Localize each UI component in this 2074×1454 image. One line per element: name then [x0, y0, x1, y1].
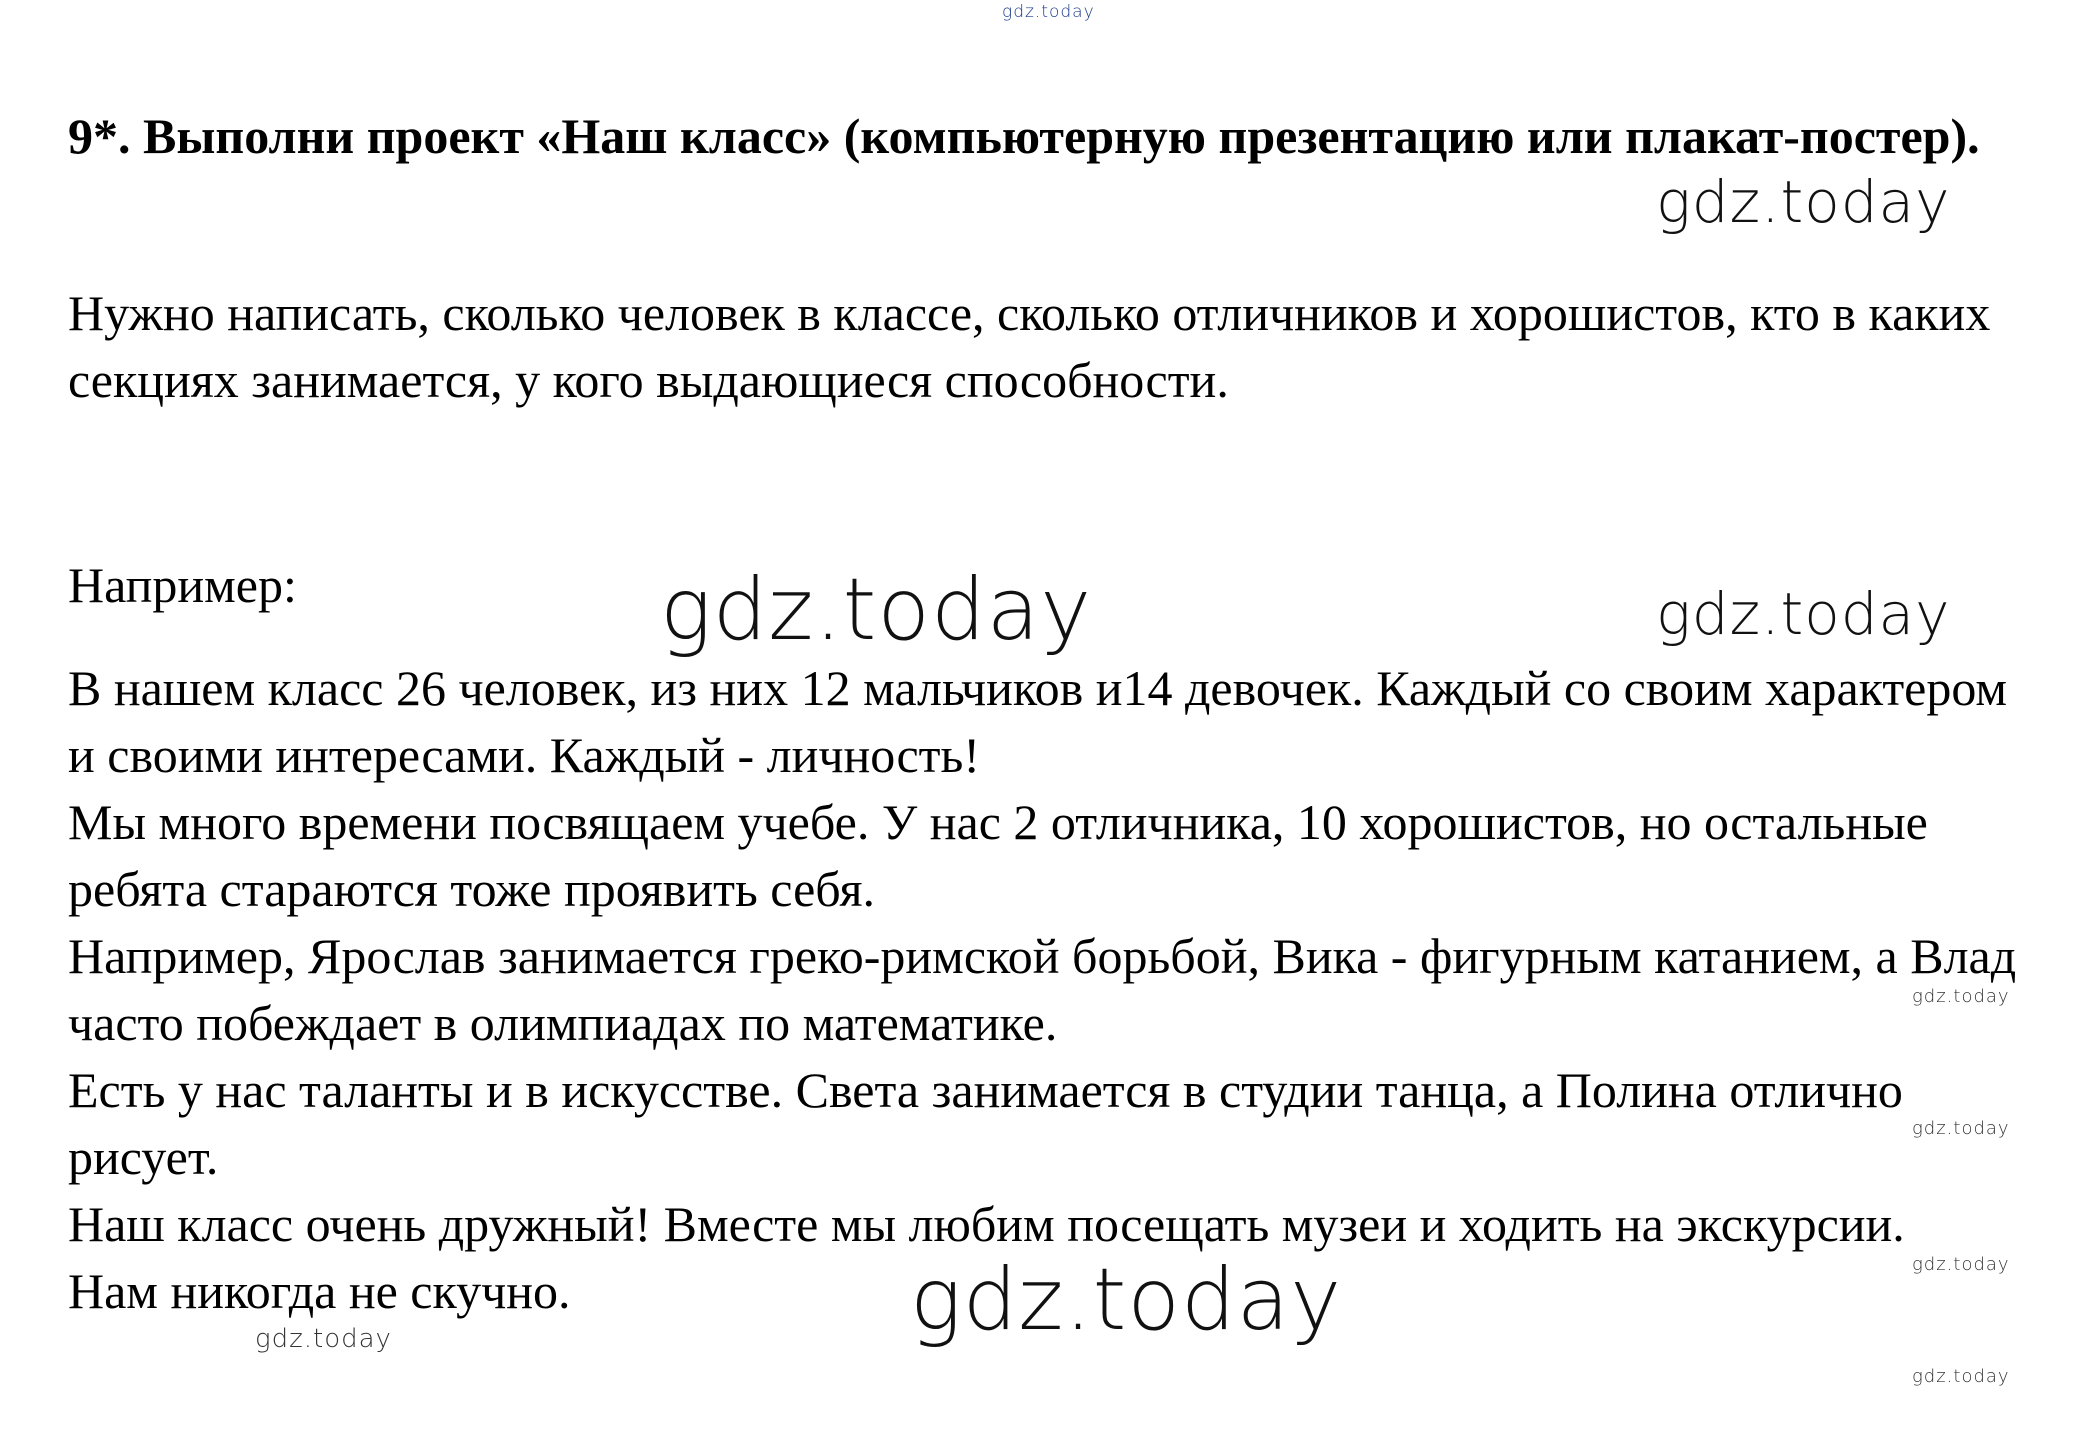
watermark: gdz.today	[660, 560, 1093, 660]
watermark: gdz.today	[1912, 1118, 2010, 1139]
watermark: gdz.today	[255, 1324, 392, 1354]
paragraph: Нам никогда не скучно.	[68, 1263, 571, 1319]
intro-text: Нужно написать, сколько человек в классе, сколько отличников и хорошистов, кто в каких секциях занимается, у кого выдающиеся способности.	[68, 285, 1991, 408]
task-heading: 9*. Выполни проект «Наш класс» (компьютерную презентацию или плакат-постер).	[68, 108, 1980, 164]
paragraph: Есть у нас таланты и в искусстве. Света занимается в студии танца, а Полина отлично рисует.	[68, 1062, 1903, 1185]
paragraph: Например, Ярослав занимается греко-римской борьбой, Вика - фигурным катанием, а Влад часто побеждает в олимпиадах по математике.	[68, 928, 2017, 1051]
watermark: gdz.today	[1656, 580, 1951, 648]
watermark: gdz.today	[1912, 1366, 2010, 1387]
watermark: gdz.today	[1912, 986, 2010, 1007]
task-intro	[68, 280, 2028, 414]
example-body	[68, 655, 2028, 1325]
watermark: gdz.today	[1002, 2, 1095, 22]
paragraph: Наш класс очень дружный! Вместе мы любим посещать музеи и ходить на экскурсии.	[68, 1196, 1905, 1252]
watermark: gdz.today	[1912, 1254, 2010, 1275]
example-label-text: Например:	[68, 557, 297, 613]
paragraph: Мы много времени посвящаем учебе. У нас 2 отличника, 10 хорошистов, но остальные ребята стараются тоже проявить себя.	[68, 794, 1928, 917]
watermark: gdz.today	[910, 1250, 1343, 1350]
paragraph: В нашем класс 26 человек, из них 12 мальчиков и14 девочек. Каждый со своим характером и своими интересами. Каждый - личность!	[68, 660, 2008, 783]
watermark: gdz.today	[1656, 168, 1951, 236]
